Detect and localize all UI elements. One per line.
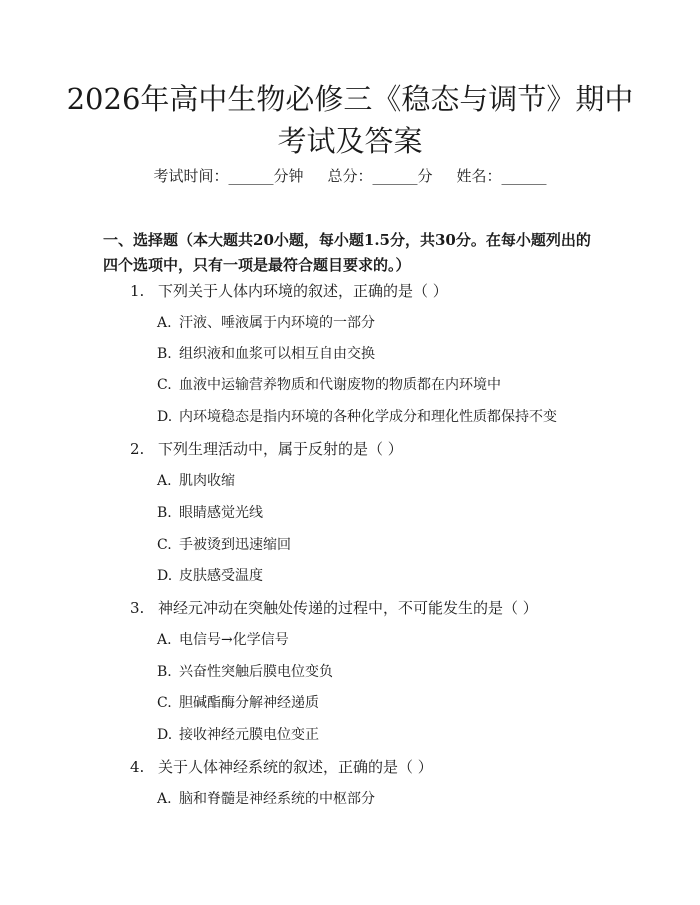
option-letter: D. [157, 727, 173, 743]
option-text: 接收神经元膜电位变正 [179, 727, 319, 743]
option-letter: B. [157, 505, 172, 521]
option-text: 电信号→化学信号 [179, 632, 289, 648]
option-text: 脑和脊髓是神经系统的中枢部分 [179, 791, 375, 807]
option-letter: B. [157, 664, 172, 680]
question-1-option-c [157, 374, 501, 396]
question-number: 1. [130, 282, 145, 300]
question-2-option-d [157, 565, 263, 587]
question-1-option-a [157, 312, 375, 334]
question-1-option-d [157, 406, 557, 428]
option-text: 手被烫到迅速缩回 [179, 537, 291, 553]
option-letter: A. [157, 315, 172, 331]
total-score-field: 总分：______分 [327, 167, 433, 185]
section-heading-multiple-choice: 一、选择题（本大题共20小题，每小题1.5分，共30分。在每小题列出的四个选项中，只有一项是最符合题目要求的。） [103, 231, 591, 274]
option-text: 内环境稳态是指内环境的各种化学成分和理化性质都保持不变 [179, 409, 557, 425]
option-letter: D. [157, 568, 173, 584]
question-3-option-d [157, 724, 319, 746]
option-text: 汗液、唾液属于内环境的一部分 [179, 315, 375, 331]
exam-title: 2026年高中生物必修三《稳态与调节》期中考试及答案 [66, 82, 634, 158]
option-text: 兴奋性突触后膜电位变负 [179, 664, 333, 680]
option-letter: D. [157, 409, 173, 425]
option-text: 皮肤感受温度 [179, 568, 263, 584]
option-text: 胆碱酯酶分解神经递质 [179, 695, 319, 711]
question-text: 关于人体神经系统的叙述，正确的是（ ） [158, 758, 433, 776]
option-text: 组织液和血浆可以相互自由交换 [179, 346, 375, 362]
question-2-option-b [157, 502, 263, 524]
question-1 [130, 280, 448, 302]
question-text: 神经元冲动在突触处传递的过程中，不可能发生的是（ ） [158, 599, 538, 617]
option-letter: C. [157, 377, 172, 393]
question-2-option-a [157, 470, 235, 492]
option-letter: C. [157, 695, 172, 711]
question-4 [130, 756, 433, 778]
exam-info-line [0, 166, 700, 186]
option-letter: A. [157, 791, 172, 807]
question-text: 下列关于人体内环境的叙述，正确的是（ ） [158, 282, 448, 300]
question-3-option-c [157, 692, 319, 714]
question-number: 3. [130, 599, 145, 617]
question-3-option-a [157, 629, 289, 651]
question-1-option-b [157, 343, 375, 365]
question-number: 4. [130, 758, 145, 776]
option-text: 血液中运输营养物质和代谢废物的物质都在内环境中 [179, 377, 501, 393]
question-3-option-b [157, 661, 333, 683]
question-text: 下列生理活动中，属于反射的是（ ） [158, 440, 403, 458]
question-number: 2. [130, 440, 145, 458]
student-name-field: 姓名：______ [456, 167, 547, 185]
question-3 [130, 597, 538, 619]
exam-time-field: 考试时间：______分钟 [153, 167, 304, 185]
question-4-option-a [157, 788, 375, 810]
option-letter: B. [157, 346, 172, 362]
option-text: 眼睛感觉光线 [179, 505, 263, 521]
question-2 [130, 438, 403, 460]
option-text: 肌肉收缩 [179, 473, 235, 489]
option-letter: A. [157, 632, 172, 648]
option-letter: A. [157, 473, 172, 489]
question-2-option-c [157, 534, 291, 556]
option-letter: C. [157, 537, 172, 553]
